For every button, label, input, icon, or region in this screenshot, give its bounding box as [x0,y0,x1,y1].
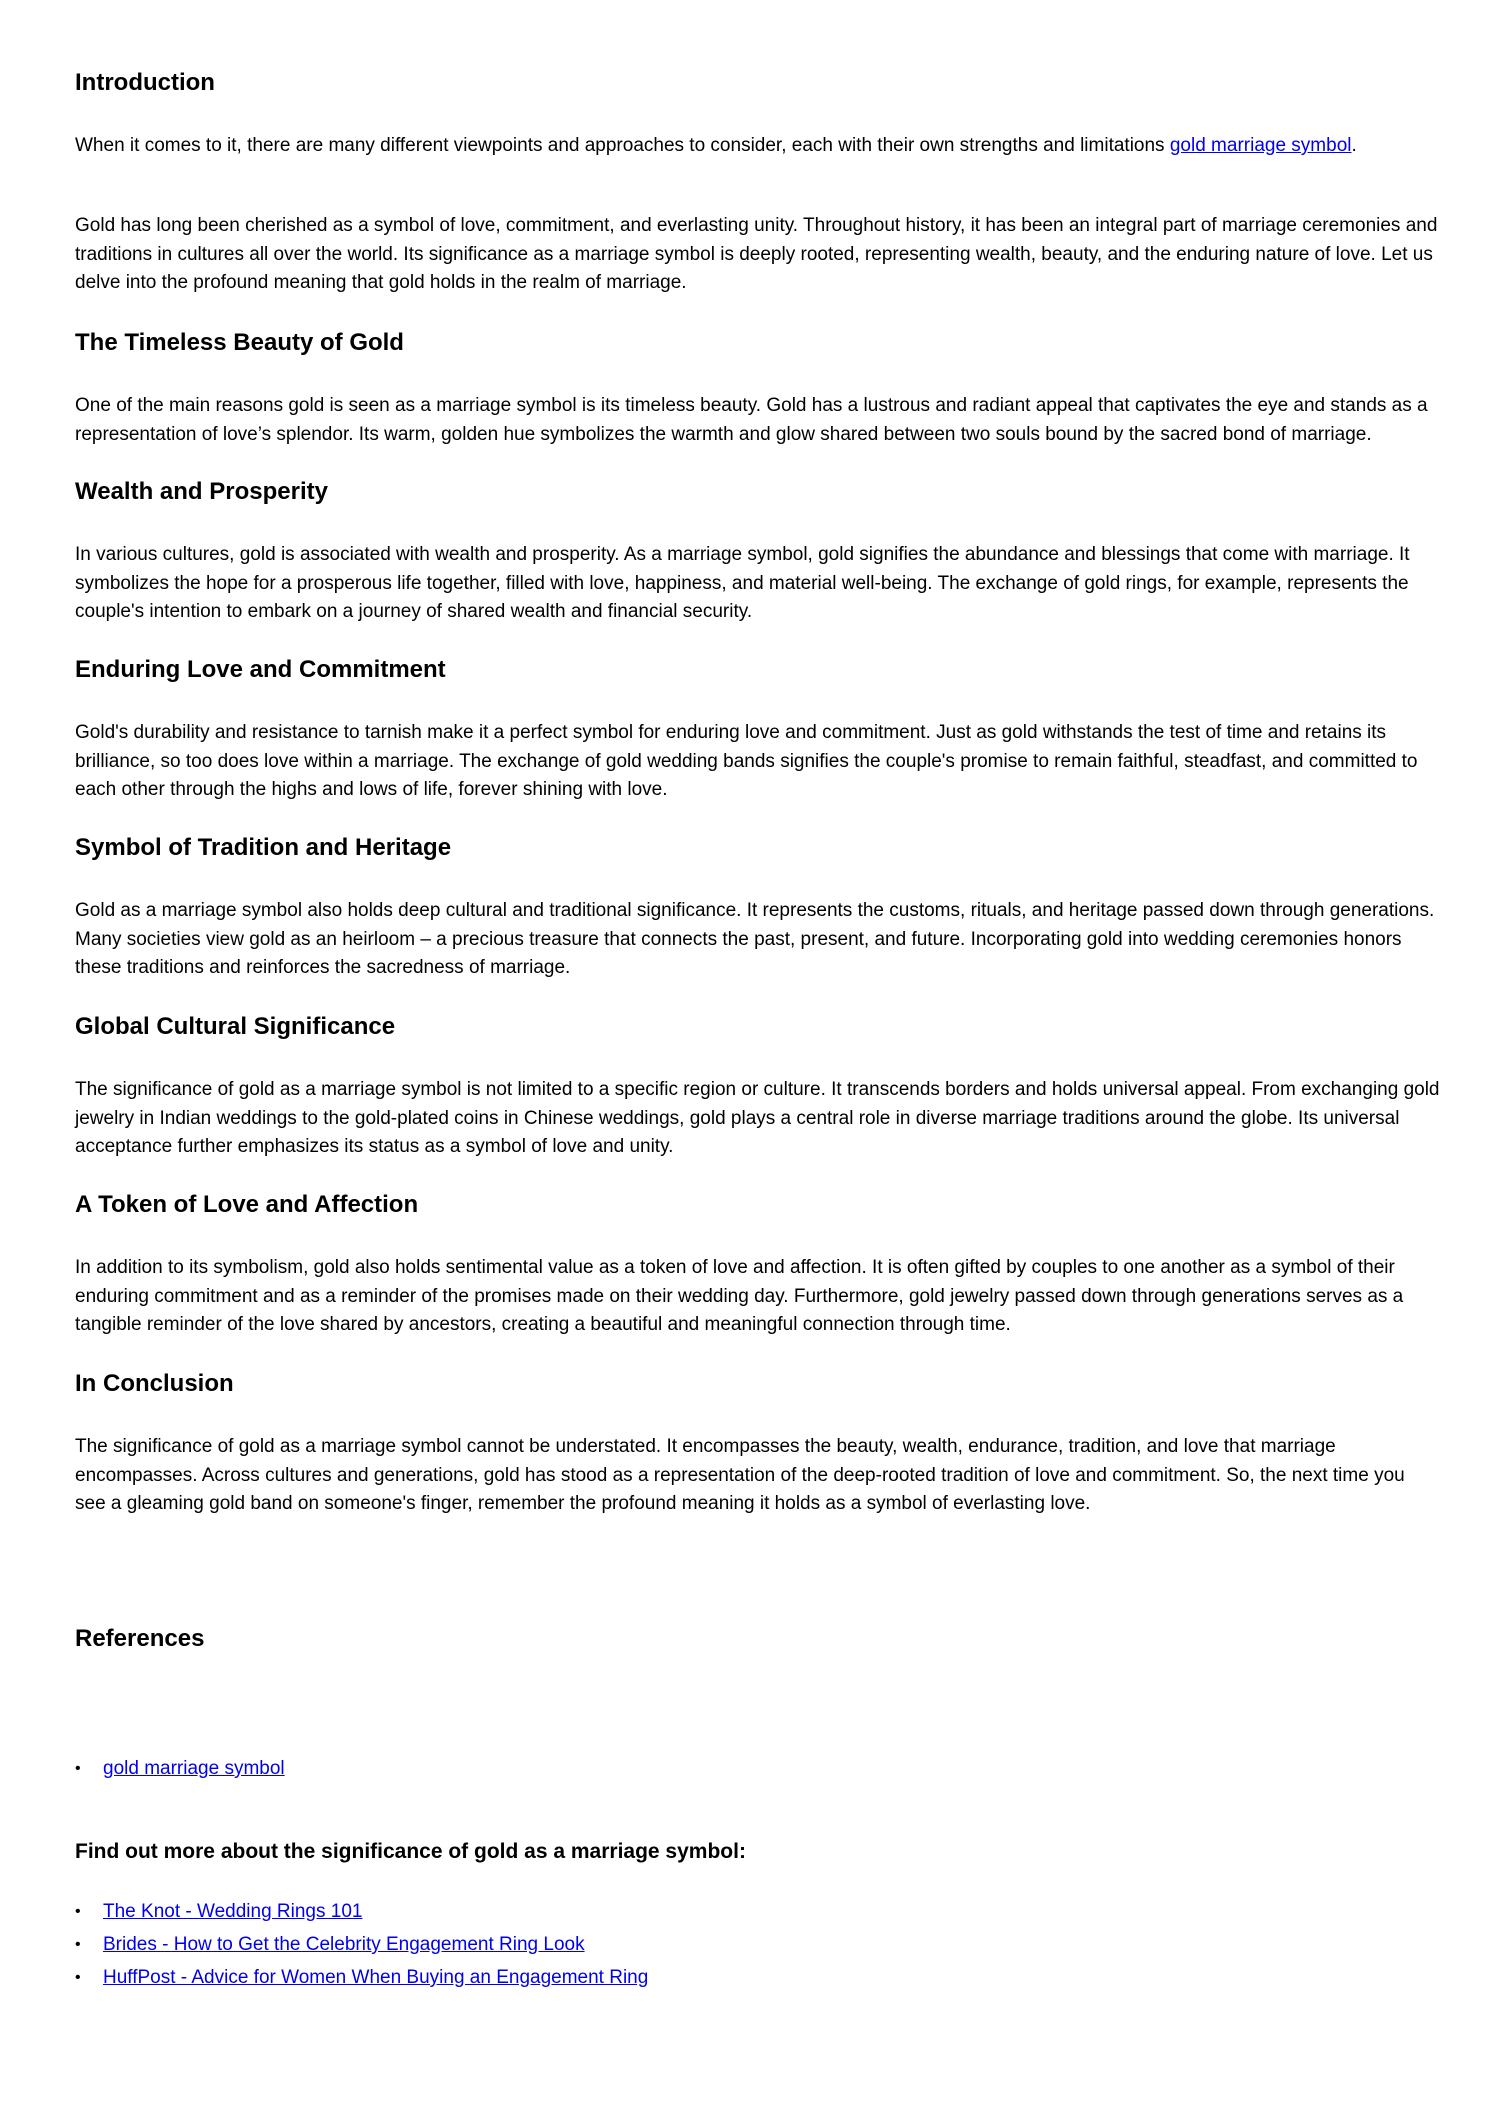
heading-timeless-beauty: The Timeless Beauty of Gold [75,329,404,356]
list-item [75,1928,1440,1961]
enduring-love-paragraph: Gold's durability and resistance to tarnish make it a perfect symbol for enduring love and commitment. Just as gold withstands the test of time and retains its brilliance, so too does love within a marriage. The exchange of gold wedding bands signifies the couple's promise to remain faithful, steadfast, and committed to each other through the highs and lows of life, forever shining with love. [75,722,1418,800]
heading-wealth-prosperity: Wealth and Prosperity [75,478,328,505]
list-item [75,1895,1440,1928]
intro-paragraph [75,132,1440,161]
wealth-prosperity-paragraph: In various cultures, gold is associated with wealth and prosperity. As a marriage symbol, gold signifies the abundance and blessings that come with marriage. It symbolizes the hope for a prosperous life together, filled with love, happiness, and material well-being. The exchange of gold rings, for example, represents the couple's intention to embark on a journey of shared wealth and financial security. [75,544,1410,622]
token-of-love-paragraph: In addition to its symbolism, gold also holds sentimental value as a token of love and affection. It is often gifted by couples to one another as a symbol of their enduring commitment and as a reminder of the promises made on their wedding day. Furthermore, gold jewelry passed down through generations serves as a tangible reminder of the love shared by ancestors, creating a beautiful and meaningful connection through time. [75,1257,1404,1335]
heading-references: References [75,1625,205,1652]
intro-gold-marriage-symbol-link[interactable]: gold marriage symbol [1169,135,1352,156]
heading-introduction: Introduction [75,69,215,96]
heading-enduring-love: Enduring Love and Commitment [75,656,446,683]
list-item [75,1752,1440,1785]
references-list [75,1752,1440,1785]
link-huffpost[interactable]: HuffPost - Advice for Women When Buying an Engagement Ring [103,1967,649,1988]
bullet: • [75,1760,81,1777]
bullet: • [75,1936,81,1953]
intro-paragraph-text: When it comes to it, there are many different viewpoints and approaches to consider, each with their own strengths and limitations [75,135,1170,156]
global-significance-paragraph: The significance of gold as a marriage symbol is not limited to a specific region or culture. It transcends borders and holds universal appeal. From exchanging gold jewelry in Indian weddings to the gold-plated coins in Chinese weddings, gold plays a central role in diverse marriage traditions around the globe. Its universal acceptance further emphasizes its status as a symbol of love and unity. [75,1079,1440,1157]
heading-token-of-love: A Token of Love and Affection [75,1191,419,1218]
list-item [75,1961,1440,1994]
heading-tradition-heritage: Symbol of Tradition and Heritage [75,834,452,861]
timeless-beauty-paragraph: One of the main reasons gold is seen as a marriage symbol is its timeless beauty. Gold has a lustrous and radiant appeal that captivates the eye and stands as a representation of love’s splendor. Its warm, golden hue symbolizes the warmth and glow shared between two souls bound by the sacred bond of marriage. [75,395,1428,445]
intro-link-suffix: . [1351,135,1357,156]
tradition-heritage-paragraph: Gold as a marriage symbol also holds deep cultural and traditional significance. It represents the customs, rituals, and heritage passed down through generations. Many societies view gold as an heirloom – a precious treasure that connects the past, present, and future. Incorporating gold into wedding ceremonies honors these traditions and reinforces the sacredness of marriage. [75,900,1435,978]
bullet: • [75,1903,81,1920]
conclusion-paragraph: The significance of gold as a marriage symbol cannot be understated. It encompasses the beauty, wealth, endurance, tradition, and love that marriage encompasses. Across cultures and generations, gold has stood as a representation of the deep-rooted tradition of love and commitment. So, the next time you see a gleaming gold band on someone's finger, remember the profound meaning it holds as a symbol of everlasting love. [75,1436,1405,1514]
bullet: • [75,1969,81,1986]
heading-global-significance: Global Cultural Significance [75,1013,396,1040]
link-brides[interactable]: Brides - How to Get the Celebrity Engagement Ring Look [103,1934,585,1955]
heading-conclusion: In Conclusion [75,1370,234,1397]
find-out-more-list [75,1895,1440,1994]
intro-paragraph-2: Gold has long been cherished as a symbol of love, commitment, and everlasting unity. Throughout history, it has been an integral part of marriage ceremonies and traditions in cultures all over the world. Its significance as a marriage symbol is deeply rooted, representing wealth, beauty, and the enduring nature of love. Let us delve into the profound meaning that gold holds in the realm of marriage. [75,215,1438,293]
find-out-more-heading: Find out more about the significance of gold as a marriage symbol: [75,1840,746,1863]
link-the-knot[interactable]: The Knot - Wedding Rings 101 [103,1901,363,1922]
reference-link-gold-marriage-symbol[interactable]: gold marriage symbol [103,1758,285,1779]
